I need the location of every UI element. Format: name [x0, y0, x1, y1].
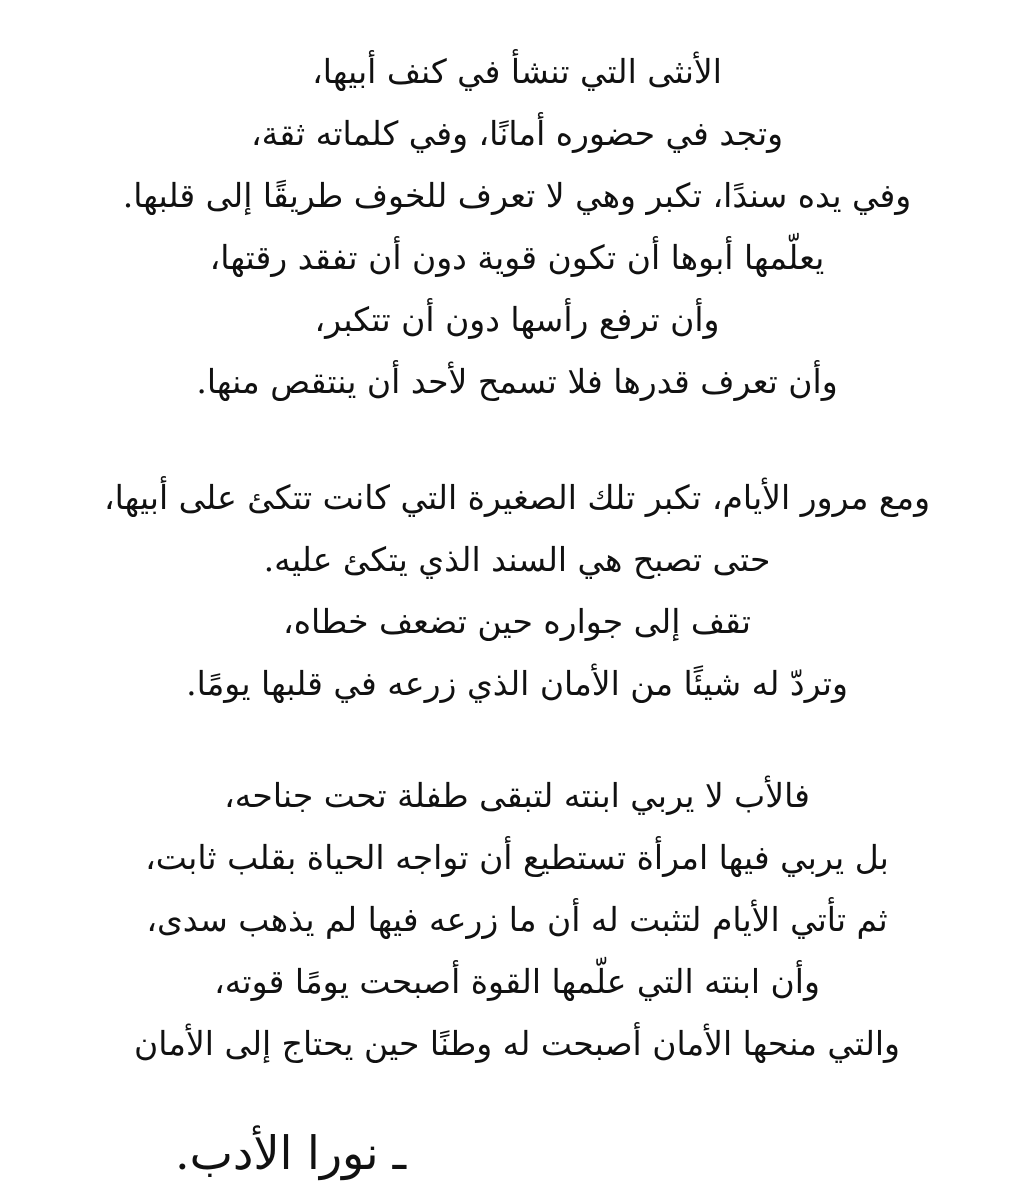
poem-line: والتي منحها الأمان أصبحت له وطنًا حين يحتاج إلى الأمان [134, 1024, 900, 1063]
poem-line: وأن تعرف قدرها فلا تسمح لأحد أن ينتقص منها. [196, 362, 838, 401]
poem-line: حتى تصبح هي السند الذي يتكئ عليه. [263, 540, 771, 579]
poem-line: وفي يده سندًا، تكبر وهي لا تعرف للخوف طريقًا إلى قلبها. [122, 176, 912, 215]
poem-line: وأن ترفع رأسها دون أن تتكبر، [314, 300, 720, 339]
poem-line: وتجد في حضوره أمانًا، وفي كلماته ثقة، [250, 114, 784, 153]
poem-line: وأن ابنته التي علّمها القوة أصبحت يومًا قوته، [214, 962, 820, 1001]
poem-line: وتردّ له شيئًا من الأمان الذي زرعه في قلبها يومًا. [186, 664, 848, 703]
poem-line: يعلّمها أبوها أن تكون قوية دون أن تفقد رقتها، [209, 238, 825, 277]
poem-line: ثم تأتي الأيام لتثبت له أن ما زرعه فيها لم يذهب سدى، [146, 900, 888, 939]
poem-line: بل يربي فيها امرأة تستطيع أن تواجه الحياة بقلب ثابت، [145, 838, 889, 877]
author-signature [175, 1118, 575, 1188]
signature-dash: ـ [392, 1126, 407, 1180]
poem-line: الأنثى التي تنشأ في كنف أبيها، [312, 52, 722, 91]
author-name: نورا الأدب. [175, 1126, 379, 1180]
poem-line: فالأب لا يربي ابنته لتبقى طفلة تحت جناحه، [224, 776, 810, 815]
poem-line: ومع مرور الأيام، تكبر تلك الصغيرة التي كانت تتكئ على أبيها، [103, 478, 931, 517]
poem-line: تقف إلى جواره حين تضعف خطاه، [283, 602, 751, 641]
